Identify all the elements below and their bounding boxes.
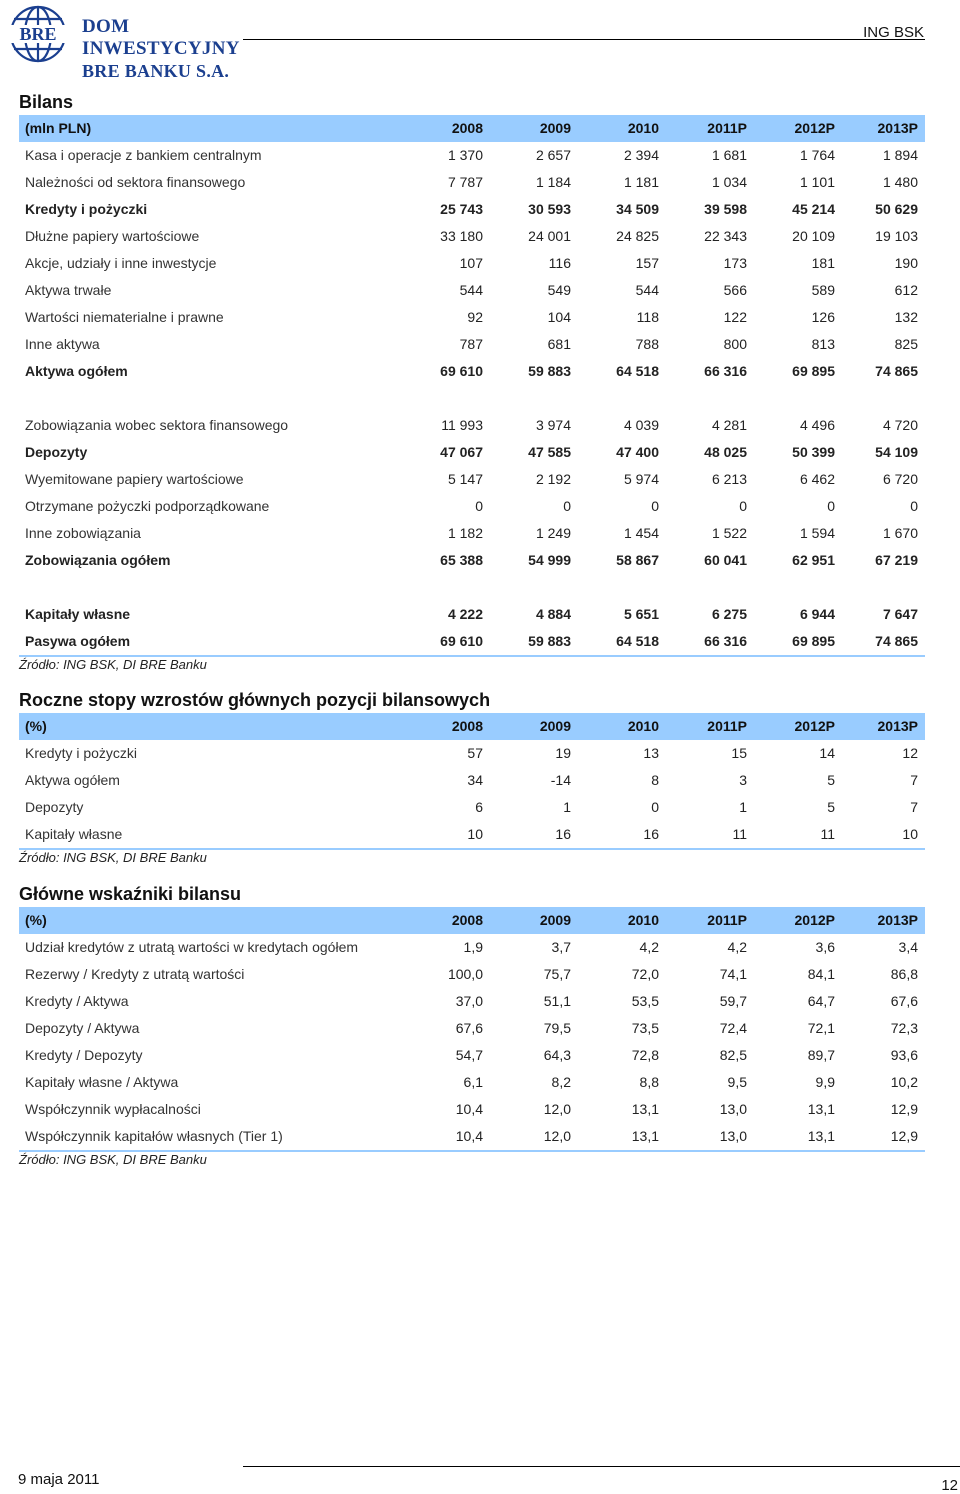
cell-value: 2 192 [535, 471, 571, 487]
cell-value: 788 [635, 336, 659, 352]
table-row [19, 250, 925, 277]
table-row [19, 547, 925, 574]
cell-value: 1 181 [623, 174, 659, 190]
cell-value: 84,1 [807, 966, 835, 982]
ratios-section [19, 882, 925, 1168]
cell-value: 69 895 [792, 363, 835, 379]
col-2010: 2010 [578, 907, 666, 934]
cell-value: 1 370 [447, 147, 483, 163]
cell-value: 54,7 [455, 1047, 483, 1063]
cell-value: 22 343 [704, 228, 747, 244]
col-unit: (mln PLN) [19, 115, 403, 142]
cell-value: 4 496 [799, 417, 835, 433]
cell-value: 72,8 [631, 1047, 659, 1063]
table-row [19, 142, 925, 169]
row-label: Depozyty [25, 799, 84, 815]
cell-value: 33 180 [440, 228, 483, 244]
cell-value: 190 [894, 255, 918, 271]
cell-value: 59 883 [528, 363, 571, 379]
cell-value: 37,0 [455, 993, 483, 1009]
cell-value: 3 974 [535, 417, 571, 433]
cell-value: 1 522 [711, 525, 747, 541]
row-label: Zobowiązania wobec sektora finansowego [25, 417, 289, 433]
cell-value: 6 275 [711, 606, 747, 622]
table-row [19, 794, 925, 821]
cell-value: 10,4 [403, 1123, 490, 1151]
cell-value: 19 [555, 745, 571, 761]
cell-value: 1 [739, 799, 747, 815]
row-label: Dłużne papiery wartościowe [25, 228, 200, 244]
row-label: Wyemitowane papiery wartościowe [25, 471, 244, 487]
cell-value: 157 [635, 255, 659, 271]
table-row [19, 358, 925, 385]
cell-value: 0 [475, 498, 483, 514]
cell-value: 11 [754, 821, 842, 849]
table-row [19, 628, 925, 656]
col-2009: 2009 [490, 115, 578, 142]
cell-value: 1 249 [535, 525, 571, 541]
table-row [19, 196, 925, 223]
col-2011p: 2011P [666, 713, 754, 740]
row-label: Wartości niematerialne i prawne [25, 309, 224, 325]
cell-value: 34 [467, 772, 483, 788]
table-row [19, 520, 925, 547]
cell-value: 13,1 [754, 1123, 842, 1151]
cell-value: 1 681 [711, 147, 747, 163]
cell-value: 1 894 [882, 147, 918, 163]
table-row [19, 767, 925, 794]
cell-value: 74 865 [842, 628, 925, 656]
cell-value: 93,6 [890, 1047, 918, 1063]
cell-value: 0 [563, 498, 571, 514]
col-2010: 2010 [578, 713, 666, 740]
cell-value: 45 214 [792, 201, 835, 217]
row-label: Udział kredytów z utratą wartości w kredytach ogółem [25, 939, 359, 955]
cell-value: 13,1 [807, 1101, 835, 1117]
col-2009: 2009 [490, 713, 578, 740]
cell-value: 800 [723, 336, 747, 352]
cell-value: 5 [827, 772, 835, 788]
cell-value: 0 [651, 498, 659, 514]
cell-value: 59,7 [719, 993, 747, 1009]
cell-value: 4 281 [711, 417, 747, 433]
row-label: Współczynnik kapitałów własnych (Tier 1) [19, 1123, 403, 1151]
cell-value: 104 [547, 309, 571, 325]
cell-value: 13,1 [631, 1101, 659, 1117]
cell-value: 12,0 [490, 1123, 578, 1151]
cell-value: 69 895 [754, 628, 842, 656]
cell-value: 79,5 [543, 1020, 571, 1036]
cell-value: 132 [894, 309, 918, 325]
cell-value: 62 951 [792, 552, 835, 568]
spacer-cell [19, 385, 925, 412]
cell-value: 72,0 [631, 966, 659, 982]
cell-value: 66 316 [704, 363, 747, 379]
bre-globe-icon [2, 4, 78, 64]
cell-value: 53,5 [631, 993, 659, 1009]
col-2011p: 2011P [666, 115, 754, 142]
cell-value: 82,5 [719, 1047, 747, 1063]
cell-value: 86,8 [890, 966, 918, 982]
cell-value: 8 [651, 772, 659, 788]
cell-value: 7 [910, 772, 918, 788]
cell-value: 1 184 [535, 174, 571, 190]
cell-value: 9,5 [727, 1074, 747, 1090]
col-unit: (%) [19, 907, 403, 934]
cell-value: 92 [467, 309, 483, 325]
cell-value: 6 720 [882, 471, 918, 487]
row-label: Zobowiązania ogółem [25, 552, 171, 568]
cell-value: 12 [902, 745, 918, 761]
row-label: Otrzymane pożyczki podporządkowane [25, 498, 270, 514]
cell-value: 813 [811, 336, 835, 352]
cell-value: 0 [739, 498, 747, 514]
col-2013p: 2013P [842, 115, 925, 142]
cell-value: 54 999 [528, 552, 571, 568]
table-row [19, 466, 925, 493]
cell-value: 612 [894, 282, 918, 298]
ratios-source: Źródło: ING BSK, DI BRE Banku [19, 1152, 207, 1167]
cell-value: 66 316 [666, 628, 754, 656]
logo-mark-text: BRE [19, 24, 57, 44]
table-row [19, 1015, 925, 1042]
col-2012p: 2012P [754, 713, 842, 740]
cell-value: 4 039 [623, 417, 659, 433]
ratios-table [19, 907, 925, 1152]
cell-value: 12,0 [543, 1101, 571, 1117]
cell-value: 24 825 [616, 228, 659, 244]
cell-value: 9,9 [815, 1074, 835, 1090]
table-row [19, 1042, 925, 1069]
row-label: Pasywa ogółem [19, 628, 403, 656]
cell-value: 13 [643, 745, 659, 761]
ratios-header-row [19, 907, 925, 934]
table-row [19, 740, 925, 767]
cell-value: 8,8 [639, 1074, 659, 1090]
cell-value: 30 593 [528, 201, 571, 217]
cell-value: 69 610 [403, 628, 490, 656]
cell-value: 69 610 [440, 363, 483, 379]
cell-value: 58 867 [616, 552, 659, 568]
cell-value: 4,2 [727, 939, 747, 955]
row-label: Depozyty / Aktywa [25, 1020, 140, 1036]
cell-value: 1 594 [799, 525, 835, 541]
cell-value: 47 585 [528, 444, 571, 460]
logo-line2: BRE BANKU S.A. [82, 61, 230, 81]
cell-value: 1 670 [882, 525, 918, 541]
cell-value: 50 399 [792, 444, 835, 460]
cell-value: 6 462 [799, 471, 835, 487]
cell-value: 12,9 [842, 1123, 925, 1151]
ratios-title: Główne wskaźniki bilansu [19, 884, 242, 904]
row-label: Kasa i operacje z bankiem centralnym [25, 147, 262, 163]
cell-value: 14 [819, 745, 835, 761]
cell-value: 11 [666, 821, 754, 849]
cell-value: 1 764 [799, 147, 835, 163]
company-name: ING BSK [863, 24, 924, 41]
cell-value: 64,3 [543, 1047, 571, 1063]
cell-value: 10,4 [455, 1101, 483, 1117]
cell-value: 51,1 [543, 993, 571, 1009]
table-row [19, 304, 925, 331]
cell-value: 13,0 [719, 1101, 747, 1117]
cell-value: 72,4 [719, 1020, 747, 1036]
table-row [19, 1123, 925, 1151]
row-label: Aktywa trwałe [25, 282, 112, 298]
cell-value: 10 [403, 821, 490, 849]
growth-source: Źródło: ING BSK, DI BRE Banku [19, 850, 207, 865]
growth-section [19, 688, 925, 866]
cell-value: 16 [578, 821, 666, 849]
bilans-table [19, 115, 925, 657]
row-label: Kredyty / Depozyty [25, 1047, 143, 1063]
cell-value: 47 067 [440, 444, 483, 460]
row-label: Inne aktywa [25, 336, 100, 352]
footer-date: 9 maja 2011 [18, 1471, 100, 1488]
cell-value: 10,2 [890, 1074, 918, 1090]
bilans-header-row [19, 115, 925, 142]
row-label: Aktywa ogółem [25, 772, 120, 788]
spacer-cell [19, 574, 925, 601]
table-row [19, 493, 925, 520]
table-row [19, 223, 925, 250]
table-row [19, 169, 925, 196]
cell-value: 566 [723, 282, 747, 298]
cell-value: 64 518 [616, 363, 659, 379]
table-row [19, 1096, 925, 1123]
logo-text [82, 16, 250, 82]
col-2011p: 2011P [666, 907, 754, 934]
cell-value: 544 [635, 282, 659, 298]
bilans-section [19, 90, 925, 673]
cell-value: 4,2 [639, 939, 659, 955]
table-row [19, 601, 925, 628]
cell-value: 549 [547, 282, 571, 298]
cell-value: 3,4 [898, 939, 918, 955]
col-2013p: 2013P [842, 713, 925, 740]
cell-value: 6,1 [463, 1074, 483, 1090]
col-2008: 2008 [403, 907, 490, 934]
logo-line1: DOM INWESTYCYJNY [82, 16, 240, 59]
cell-value: 6 213 [711, 471, 747, 487]
table-row [19, 331, 925, 358]
row-label: Kredyty i pożyczki [25, 745, 138, 761]
cell-value: 118 [636, 309, 659, 325]
col-2008: 2008 [403, 115, 490, 142]
cell-value: 54 109 [875, 444, 918, 460]
cell-value: 4 222 [447, 606, 483, 622]
cell-value: 681 [547, 336, 571, 352]
cell-value: 89,7 [807, 1047, 835, 1063]
cell-value: 3,7 [551, 939, 571, 955]
cell-value: 34 509 [616, 201, 659, 217]
row-label: Współczynnik wypłacalności [25, 1101, 201, 1117]
spacer-row [19, 574, 925, 601]
table-row [19, 988, 925, 1015]
cell-value: 544 [459, 282, 483, 298]
cell-value: 7 [910, 799, 918, 815]
bilans-source: Źródło: ING BSK, DI BRE Banku [19, 657, 207, 672]
cell-value: 75,7 [543, 966, 571, 982]
row-label: Rezerwy / Kredyty z utratą wartości [25, 966, 245, 982]
cell-value: 2 394 [623, 147, 659, 163]
cell-value: 100,0 [447, 966, 483, 982]
row-label: Depozyty [25, 444, 88, 460]
cell-value: 20 109 [792, 228, 835, 244]
cell-value: 7 647 [882, 606, 918, 622]
cell-value: 1 454 [623, 525, 659, 541]
cell-value: 15 [731, 745, 747, 761]
cell-value: 787 [459, 336, 483, 352]
col-2013p: 2013P [842, 907, 925, 934]
row-label: Kredyty i pożyczki [25, 201, 148, 217]
table-row [19, 412, 925, 439]
cell-value: 50 629 [875, 201, 918, 217]
cell-value: 3 [739, 772, 747, 788]
cell-value: 72,3 [890, 1020, 918, 1036]
table-row [19, 277, 925, 304]
row-label: Kapitały własne [25, 606, 131, 622]
cell-value: 0 [651, 799, 659, 815]
cell-value: 64,7 [807, 993, 835, 1009]
row-label: Akcje, udziały i inne inwestycje [25, 255, 217, 271]
cell-value: 60 041 [704, 552, 747, 568]
cell-value: 13,0 [666, 1123, 754, 1151]
cell-value: 1 101 [799, 174, 835, 190]
cell-value: 5 651 [623, 606, 659, 622]
cell-value: 11 993 [441, 417, 483, 433]
cell-value: 47 400 [616, 444, 659, 460]
header-divider [243, 39, 925, 40]
table-row [19, 934, 925, 961]
cell-value: 16 [490, 821, 578, 849]
row-label: Należności od sektora finansowego [25, 174, 246, 190]
growth-title: Roczne stopy wzrostów głównych pozycji bilansowych [19, 690, 491, 710]
cell-value: 74 865 [875, 363, 918, 379]
col-2010: 2010 [578, 115, 666, 142]
row-label: Kapitały własne / Aktywa [25, 1074, 179, 1090]
footer-divider [243, 1466, 960, 1467]
cell-value: 5 974 [623, 471, 659, 487]
cell-value: 1 480 [882, 174, 918, 190]
cell-value: 12,9 [890, 1101, 918, 1117]
cell-value: 7 787 [447, 174, 483, 190]
col-2008: 2008 [403, 713, 490, 740]
cell-value: 4 720 [882, 417, 918, 433]
cell-value: 1 182 [447, 525, 483, 541]
spacer-row [19, 385, 925, 412]
cell-value: 3,6 [815, 939, 835, 955]
bilans-title: Bilans [19, 92, 74, 112]
cell-value: 19 103 [875, 228, 918, 244]
cell-value: 13,1 [578, 1123, 666, 1151]
cell-value: 5 147 [447, 471, 483, 487]
growth-header-row [19, 713, 925, 740]
cell-value: 57 [467, 745, 483, 761]
cell-value: 1 034 [711, 174, 747, 190]
col-2012p: 2012P [754, 907, 842, 934]
bre-logo [2, 4, 250, 81]
row-label: Kapitały własne [19, 821, 403, 849]
cell-value: 8,2 [551, 1074, 571, 1090]
cell-value: 181 [811, 255, 835, 271]
table-row [19, 1069, 925, 1096]
cell-value: 0 [910, 498, 918, 514]
row-label: Inne zobowiązania [25, 525, 141, 541]
cell-value: 24 001 [528, 228, 571, 244]
cell-value: 116 [548, 255, 571, 271]
cell-value: 59 883 [490, 628, 578, 656]
col-unit: (%) [19, 713, 403, 740]
col-2012p: 2012P [754, 115, 842, 142]
cell-value: 72,1 [807, 1020, 835, 1036]
table-row [19, 821, 925, 849]
cell-value: 122 [723, 309, 747, 325]
page-number: 12 [941, 1477, 958, 1494]
cell-value: 126 [811, 309, 835, 325]
table-row [19, 439, 925, 466]
cell-value: 65 388 [440, 552, 483, 568]
cell-value: 39 598 [704, 201, 747, 217]
cell-value: 825 [894, 336, 918, 352]
cell-value: 6 944 [799, 606, 835, 622]
cell-value: 67 219 [875, 552, 918, 568]
cell-value: 67,6 [890, 993, 918, 1009]
col-2009: 2009 [490, 907, 578, 934]
cell-value: 0 [827, 498, 835, 514]
table-row [19, 961, 925, 988]
cell-value: 67,6 [455, 1020, 483, 1036]
cell-value: 589 [811, 282, 835, 298]
cell-value: 107 [459, 255, 483, 271]
cell-value: 173 [723, 255, 747, 271]
cell-value: 5 [827, 799, 835, 815]
cell-value: 74,1 [719, 966, 747, 982]
cell-value: 1 [563, 799, 571, 815]
cell-value: 25 743 [440, 201, 483, 217]
cell-value: 48 025 [704, 444, 747, 460]
cell-value: 1,9 [463, 939, 483, 955]
cell-value: 64 518 [578, 628, 666, 656]
cell-value: 2 657 [535, 147, 571, 163]
cell-value: -14 [550, 772, 571, 788]
row-label: Kredyty / Aktywa [25, 993, 129, 1009]
cell-value: 73,5 [631, 1020, 659, 1036]
growth-table [19, 713, 925, 850]
cell-value: 6 [475, 799, 483, 815]
cell-value: 10 [842, 821, 925, 849]
cell-value: 4 884 [535, 606, 571, 622]
row-label: Aktywa ogółem [25, 363, 128, 379]
